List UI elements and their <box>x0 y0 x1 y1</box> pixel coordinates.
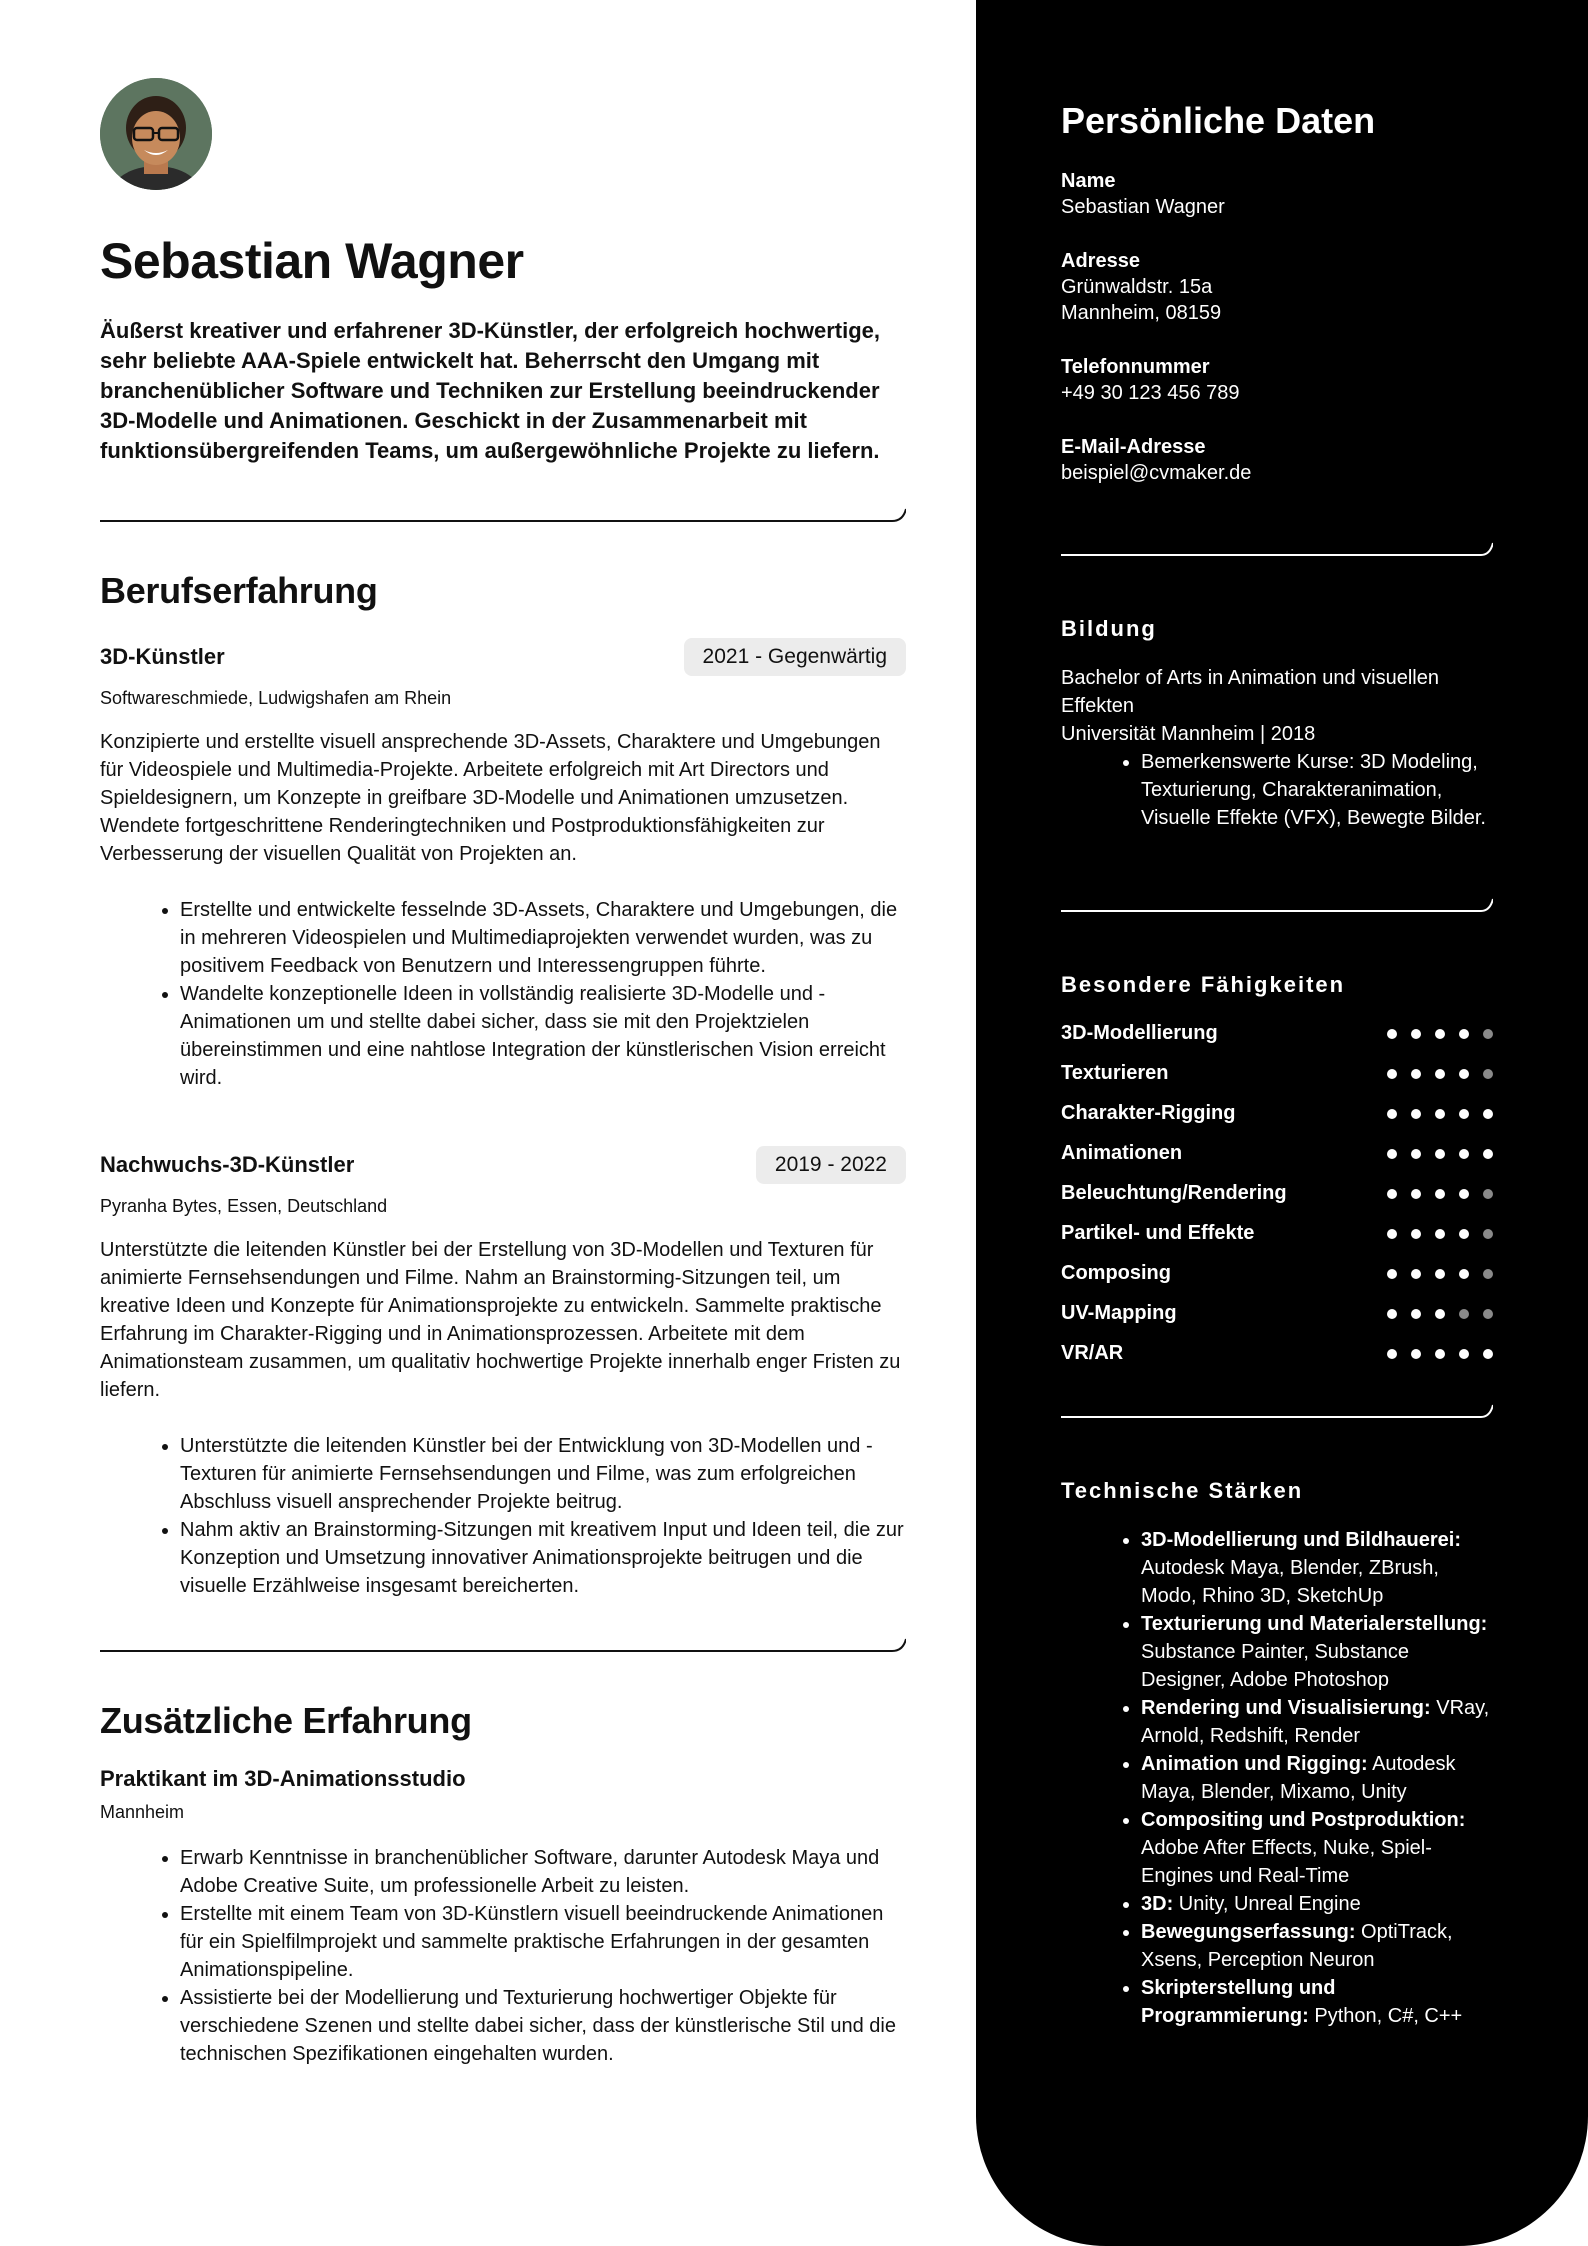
section-divider <box>100 1636 906 1654</box>
technical-tools: Python, C#, C++ <box>1308 2005 1463 2027</box>
skill-name: VR/AR <box>1061 1342 1124 1364</box>
skills-heading: Besondere Fähigkeiten <box>1061 972 1346 997</box>
skill-dot <box>1387 1109 1397 1119</box>
skill-name: Beleuchtung/Rendering <box>1061 1182 1287 1204</box>
skill-dot <box>1483 1109 1493 1119</box>
technical-category: 3D: <box>1141 1893 1174 1915</box>
skill-name: Partikel- und Effekte <box>1061 1222 1255 1244</box>
section-divider <box>100 506 906 524</box>
skill-row <box>1061 1214 1493 1254</box>
technical-category: 3D-Modellierung und Bildhauerei: <box>1141 1529 1462 1551</box>
list-item <box>1141 1610 1493 1694</box>
job-title: Nachwuchs-3D-Künstler <box>100 1152 355 1177</box>
sidebar <box>976 0 1588 2246</box>
skill-dot <box>1387 1309 1397 1319</box>
skill-dot <box>1435 1069 1445 1079</box>
school: Universität Mannheim | 2018 <box>1061 723 1316 745</box>
skill-name: Animationen <box>1061 1142 1183 1164</box>
skill-level-dots <box>1387 1309 1493 1319</box>
skill-dot <box>1459 1109 1469 1119</box>
skill-dot <box>1459 1309 1469 1319</box>
phone-value: +49 30 123 456 789 <box>1061 382 1240 404</box>
skill-dot <box>1483 1229 1493 1239</box>
skill-level-dots <box>1387 1029 1493 1039</box>
technical-strengths <box>1061 1526 1493 2030</box>
avatar <box>100 78 212 190</box>
skill-name: Composing <box>1061 1262 1171 1284</box>
skill-dot <box>1387 1229 1397 1239</box>
technical-category: Rendering und Visualisierung: <box>1141 1697 1431 1719</box>
skill-dot <box>1387 1189 1397 1199</box>
technical-category: Compositing und Postproduktion: <box>1141 1809 1466 1831</box>
skill-dot <box>1411 1229 1421 1239</box>
list-item: • Erstellte mit einem Team von 3D-Künstlern visuell beeindruckende Animationen für ein Spielfilmprojekt und sammelte praktische Erfahrungen in der gesamten Animationspipeline. <box>180 1900 906 1984</box>
personal-data <box>1061 168 1493 514</box>
technical-category: Skripterstellung und Programmierung: <box>1141 1977 1336 2027</box>
list-item: • Wandelte konzeptionelle Ideen in vollständig realisierte 3D-Modelle und -Animationen um und stellte dabei sicher, dass sie mit den Projektzielen übereinstimmen und eine nahtlose Integration der künstlerischen Vision erreicht wird. <box>180 980 906 1092</box>
skill-row <box>1061 1014 1493 1054</box>
skill-dot <box>1411 1109 1421 1119</box>
skill-name: UV-Mapping <box>1061 1302 1177 1324</box>
skill-dot <box>1411 1069 1421 1079</box>
skill-dot <box>1459 1189 1469 1199</box>
name-label: Name <box>1061 170 1116 192</box>
skill-dot <box>1411 1189 1421 1199</box>
list-item: • Bemerkenswerte Kurse: 3D Modeling, Texturierung, Charakteranimation, Visuelle Effekte (VFX), Bewegte Bilder. <box>1141 748 1493 832</box>
skill-dot <box>1411 1149 1421 1159</box>
list-item <box>1141 1918 1493 1974</box>
skill-dot <box>1387 1069 1397 1079</box>
job-entry <box>100 1146 906 1600</box>
job-company: Softwareschmiede, Ludwigshafen am Rhein <box>100 688 452 708</box>
technical-tools: Autodesk Maya, Blender, ZBrush, Modo, Rhino 3D, SketchUp <box>1141 1557 1439 1607</box>
skill-dot <box>1435 1029 1445 1039</box>
technical-category: Bewegungserfassung: <box>1141 1921 1356 1943</box>
education-heading: Bildung <box>1061 616 1157 641</box>
email-label: E-Mail-Adresse <box>1061 436 1206 458</box>
skill-dot <box>1459 1029 1469 1039</box>
skill-dot <box>1387 1349 1397 1359</box>
job-entry <box>100 638 906 1092</box>
technical-tools: Adobe After Effects, Nuke, Spiel-Engines und Real-Time <box>1141 1837 1432 1887</box>
skill-dot <box>1411 1029 1421 1039</box>
skill-dot <box>1459 1269 1469 1279</box>
skill-level-dots <box>1387 1109 1493 1119</box>
job-title: Praktikant im 3D-Animationsstudio <box>100 1766 466 1791</box>
phone-label: Telefonnummer <box>1061 356 1210 378</box>
section-divider <box>1061 1402 1493 1420</box>
list-item: • Nahm aktiv an Brainstorming-Sitzungen mit kreativem Input und Ideen teil, die zur Konzeption und Umsetzung innovativer Animationsprojekte beitrugen und die visuelle Erzählweise insgesamt bereicherten. <box>180 1516 906 1600</box>
list-item <box>1141 1890 1493 1918</box>
technical-tools: OptiTrack, Xsens, Perception Neuron <box>1141 1921 1453 1971</box>
list-item <box>1141 1526 1493 1610</box>
technical-tools: Unity, Unreal Engine <box>1173 1893 1361 1915</box>
profile-summary: Äußerst kreativer und erfahrener 3D-Künstler, der erfolgreich hochwertige, sehr beliebte AAA-Spiele entwickelt hat. Beherrscht den Umgang mit branchenüblicher Software und Techniken zur Erstellung beeindruckender 3D-Modelle und Animationen. Geschickt in der Zusammenarbeit mit funktionsübergreifenden Teams, um außergewöhnliche Projekte zu liefern. <box>100 318 880 463</box>
skill-dot <box>1459 1229 1469 1239</box>
skill-dot <box>1435 1149 1445 1159</box>
technical-strengths-heading: Technische Stärken <box>1061 1478 1304 1503</box>
job-bullets <box>100 1432 906 1600</box>
skill-level-dots <box>1387 1269 1493 1279</box>
skill-dot <box>1411 1309 1421 1319</box>
skill-dot <box>1483 1269 1493 1279</box>
list-item: • Erwarb Kenntnisse in branchenüblicher Software, darunter Autodesk Maya und Adobe Creative Suite, um professionelle Arbeit zu leisten. <box>180 1844 906 1900</box>
technical-tools: Autodesk Maya, Blender, Mixamo, Unity <box>1141 1753 1456 1803</box>
job-description: Konzipierte und erstellte visuell ansprechende 3D-Assets, Charaktere und Umgebungen für Videospiele und Multimedia-Projekte. Arbeitete erfolgreich mit Art Directors und Spieldesignern, um Konzepte in greifbare 3D-Modelle und Animationen umzusetzen. Wendete fortgeschrittene Renderingtechniken und Postproduktionsfähigkeiten zur Verbesserung der visuellen Qualität von Projekten an. <box>100 731 881 865</box>
skill-dot <box>1387 1029 1397 1039</box>
skill-dot <box>1483 1029 1493 1039</box>
avatar-portrait <box>100 78 212 190</box>
job-title: 3D-Künstler <box>100 644 225 669</box>
skill-dot <box>1387 1149 1397 1159</box>
skill-name: Texturieren <box>1061 1062 1169 1084</box>
job-date-badge: 2019 - 2022 <box>756 1146 906 1184</box>
skill-dot <box>1459 1149 1469 1159</box>
skill-row <box>1061 1054 1493 1094</box>
list-item <box>1141 1694 1493 1750</box>
skill-dot <box>1435 1269 1445 1279</box>
job-description: Unterstützte die leitenden Künstler bei der Erstellung von 3D-Modellen und Texturen für animierte Fernsehsendungen und Filme. Nahm an Brainstorming-Sitzungen teil, um kreative Ideen und Konzepte für Animationsprojekte zu entwickeln. Sammelte praktische Erfahrung im Charakter-Rigging und in Animationsprozessen. Arbeitete mit dem Animationsteam zusammen, um qualitativ hochwertige Projekte innerhalb enger Fristen zu liefern. <box>100 1239 901 1401</box>
job-date-badge: 2021 - Gegenwärtig <box>684 638 906 676</box>
list-item <box>1141 1974 1493 2030</box>
skill-dot <box>1435 1229 1445 1239</box>
skill-level-dots <box>1387 1349 1493 1359</box>
skill-dot <box>1411 1269 1421 1279</box>
skill-dot <box>1435 1349 1445 1359</box>
skill-row <box>1061 1134 1493 1174</box>
skill-level-dots <box>1387 1149 1493 1159</box>
skill-row <box>1061 1294 1493 1334</box>
skill-level-dots <box>1387 1189 1493 1199</box>
skill-row <box>1061 1094 1493 1134</box>
job-company: Mannheim <box>100 1802 185 1822</box>
degree: Bachelor of Arts in Animation und visuellen Effekten <box>1061 667 1439 717</box>
skill-dot <box>1459 1349 1469 1359</box>
address-line1: Grünwaldstr. 15a <box>1061 276 1213 298</box>
skill-dot <box>1483 1069 1493 1079</box>
section-divider <box>1061 896 1493 914</box>
skill-dot <box>1411 1349 1421 1359</box>
list-item: • Assistierte bei der Modellierung und Texturierung hochwertiger Objekte für verschiedene Szenen und stellte dabei sicher, dass der künstlerische Stil und die technischen Spezifikationen eingehalten wurden. <box>180 1984 906 2068</box>
skill-level-dots <box>1387 1229 1493 1239</box>
skill-dot <box>1483 1309 1493 1319</box>
name-value: Sebastian Wagner <box>1061 196 1225 218</box>
section-divider <box>1061 540 1493 558</box>
education-entry <box>1061 664 1493 832</box>
job-bullets <box>100 896 906 1092</box>
address-label: Adresse <box>1061 250 1140 272</box>
technical-category: Animation und Rigging: <box>1141 1753 1368 1775</box>
technical-tools: Substance Painter, Substance Designer, Adobe Photoshop <box>1141 1641 1409 1691</box>
skill-dot <box>1483 1349 1493 1359</box>
technical-tools: VRay, Arnold, Redshift, Render <box>1141 1697 1490 1747</box>
list-item: • Unterstützte die leitenden Künstler bei der Entwicklung von 3D-Modellen und -Texturen für animierte Fernsehsendungen und Filme, was zum erfolgreichen Abschluss visuell ansprechender Projekte beitrug. <box>180 1432 906 1516</box>
personal-data-heading: Persönliche Daten <box>1061 100 1376 141</box>
job-entry <box>100 1766 906 2068</box>
skill-dot <box>1459 1069 1469 1079</box>
job-company: Pyranha Bytes, Essen, Deutschland <box>100 1196 388 1216</box>
candidate-name: Sebastian Wagner <box>100 233 524 289</box>
skill-dot <box>1483 1149 1493 1159</box>
job-bullets <box>100 1844 906 2068</box>
education-bullets <box>1061 748 1493 832</box>
additional-experience-heading: Zusätzliche Erfahrung <box>100 1700 472 1741</box>
email-value: beispiel@cvmaker.de <box>1061 462 1252 484</box>
experience-heading: Berufserfahrung <box>100 570 378 611</box>
list-item <box>1141 1806 1493 1890</box>
skill-dot <box>1387 1269 1397 1279</box>
address-line2: Mannheim, 08159 <box>1061 302 1222 324</box>
skill-name: Charakter-Rigging <box>1061 1102 1236 1124</box>
list-item <box>1141 1750 1493 1806</box>
skill-dot <box>1435 1189 1445 1199</box>
skill-dot <box>1435 1309 1445 1319</box>
skill-row <box>1061 1334 1493 1374</box>
skill-dot <box>1435 1109 1445 1119</box>
skill-row <box>1061 1174 1493 1214</box>
skill-name: 3D-Modellierung <box>1061 1022 1218 1044</box>
skill-dot <box>1483 1189 1493 1199</box>
technical-list <box>1061 1526 1493 2030</box>
technical-category: Texturierung und Materialerstellung: <box>1141 1613 1488 1635</box>
skill-row <box>1061 1254 1493 1294</box>
skills-list <box>1061 1014 1493 1374</box>
skill-level-dots <box>1387 1069 1493 1079</box>
list-item: • Erstellte und entwickelte fesselnde 3D-Assets, Charaktere und Umgebungen, die in mehreren Videospielen und Multimediaprojekten verwendet wurden, was zu positivem Feedback von Benutzern und Interessengruppen führte. <box>180 896 906 980</box>
